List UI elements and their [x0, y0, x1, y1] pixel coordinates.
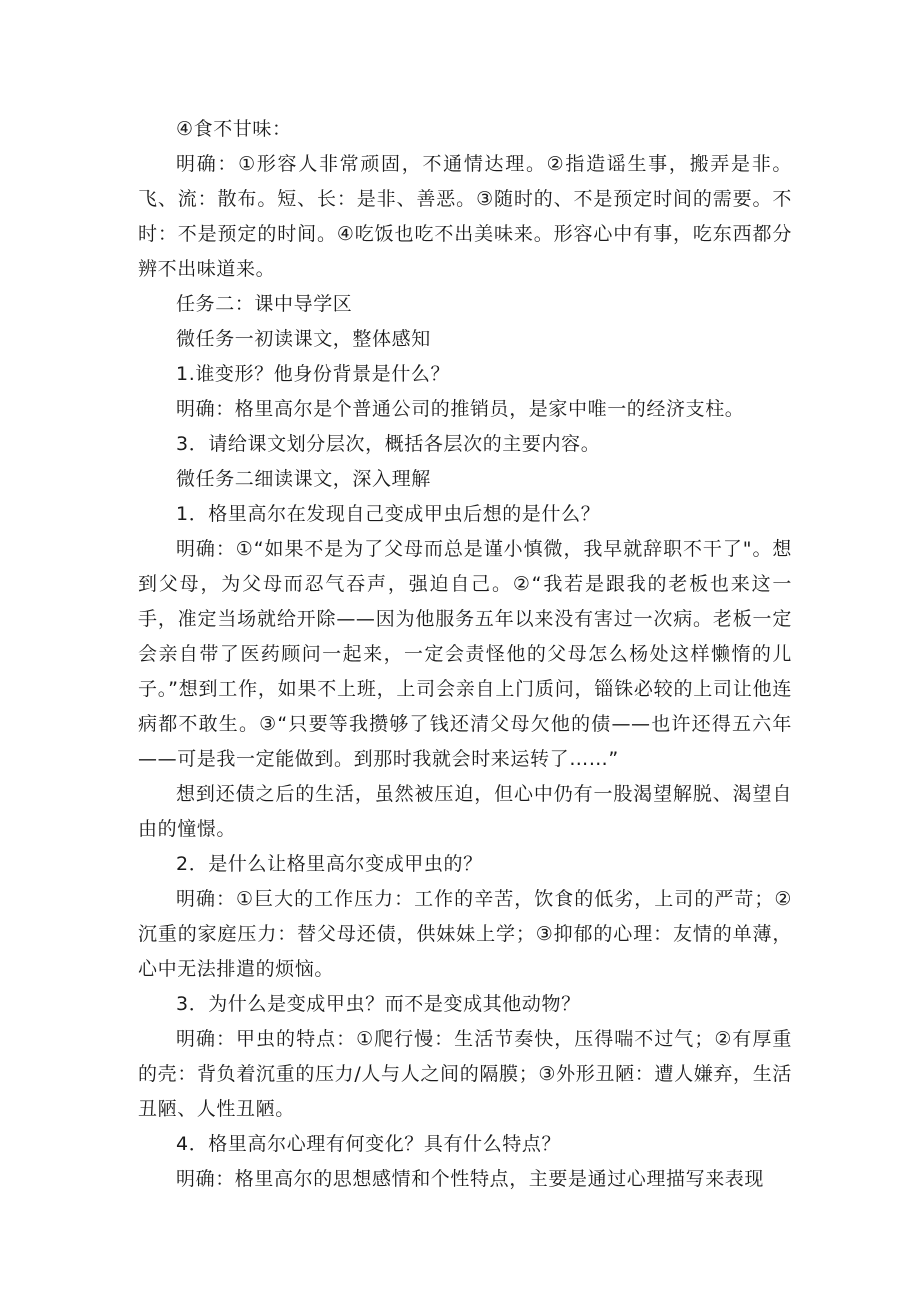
question: 4．格里高尔心理有何变化？具有什么特点？	[176, 1133, 562, 1155]
answer: 明确：格里高尔的思想感情和个性特点，主要是通过心理描写来表现	[176, 1168, 765, 1190]
question: 3．请给课文划分层次，概括各层次的主要内容。	[176, 433, 601, 455]
question: 3．为什么是变成甲虫？而不是变成其他动物？	[176, 993, 581, 1015]
question: 1.谁变形？他身份背景是什么？	[176, 363, 451, 385]
subsection-heading: 微任务二细读课文，深入理解	[176, 468, 431, 490]
answer: 明确：甲虫的特点：①爬行慢：生活节奏快，压得喘不过气；②有厚重的壳：背负着沉重的压力/人与人之间的隔膜；③外形丑陋：遭人嫌弃，生活丑陋、人性丑陋。	[138, 1028, 792, 1120]
paragraph: 想到还债之后的生活，虽然被压迫，但心中仍有一股渴望解脱、渴望自由的憧憬。	[138, 783, 792, 840]
question: 2．是什么让格里高尔变成甲虫的？	[176, 853, 483, 875]
answer: 明确：格里高尔是个普通公司的推销员，是家中唯一的经济支柱。	[176, 398, 745, 420]
paragraph: 明确：①形容人非常顽固，不通情达理。②指造谣生事，搬弄是非。飞、流：散布。短、长：是非、善恶。③随时的、不是预定时间的需要。不时：不是预定的时间。④吃饭也吃不出美味来。形容心中有事，吃东西都分辨不出味道来。	[138, 153, 792, 280]
paragraph: ④食不甘味：	[176, 118, 292, 140]
section-heading: 任务二：课中导学区	[176, 293, 353, 315]
question: 1．格里高尔在发现自己变成甲虫后想的是什么？	[176, 503, 601, 525]
answer: 明确：①巨大的工作压力：工作的辛苦，饮食的低劣，上司的严苛；②沉重的家庭压力：替父母还债，供妹妹上学；③抑郁的心理：友情的单薄，心中无法排遣的烦恼。	[138, 888, 792, 980]
subsection-heading: 微任务一初读课文，整体感知	[176, 328, 431, 350]
answer: 明确：①“如果不是为了父母而总是谨小慎微，我早就辞职不干了"。想到父母，为父母而忍气吞声，强迫自己。②“我若是跟我的老板也来这一手，准定当场就给开除——因为他服务五年以来没有害过一次病。老板一定会亲自带了医药顾问一起来，一定会责怪他的父母怎么杨处这样懒惰的儿子。”想到工作，如果不上班，上司会亲自上门质问，锱铢必较的上司让他连病都不敢生。③“只要等我攒够了钱还清父母欠他的债——也许还得五六年——可是我一定能做到。到那时我就会时来运转了……”	[138, 538, 792, 770]
